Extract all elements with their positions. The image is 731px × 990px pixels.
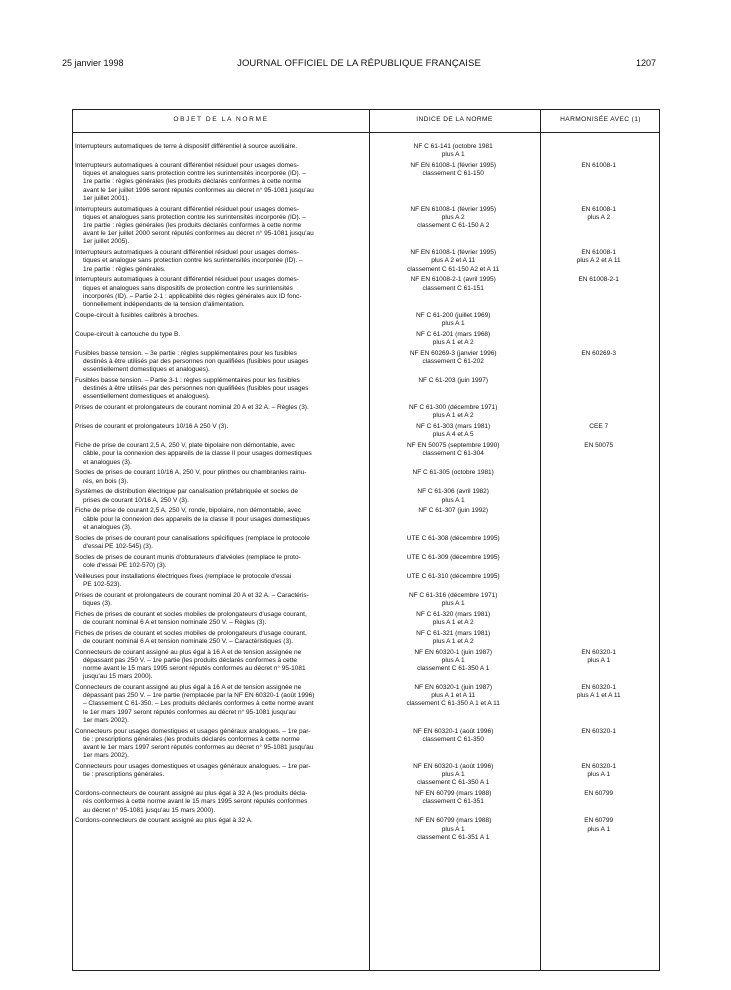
harmonisee-line: plus A 1 (587, 656, 611, 664)
table-row (73, 573, 659, 589)
indice-line: NF C 61-203 (juin 1997) (418, 377, 489, 385)
objet-line: 1er mars 2002). (83, 752, 129, 760)
indice-line: plus A 4 et A 5 (432, 431, 474, 439)
objet-line: Fusibles basse tension. – Partie 3-1 : règles supplémentaires pour les fusibles (75, 377, 300, 385)
objet-line: tie : prescriptions générales (les produits déclarés conformes à cette norme (83, 735, 300, 743)
indice-line: plus A 1 (441, 496, 465, 504)
table-row (73, 611, 659, 627)
objet-line: Socles de prises de courant 10/16 A, 250 V, pour plinthes ou chambranles rainu- (75, 469, 307, 477)
header-journal-title: JOURNAL OFFICIEL DE LA RÉPUBLIQUE FRANÇAISE (237, 58, 481, 69)
objet-line: 1er juillet 2005). (83, 238, 130, 246)
harmonisee-line: EN 61008-2-1 (578, 276, 619, 284)
objet-line: Fusibles basse tension. – 3e partie : règles supplémentaires pour les fusibles (75, 349, 297, 357)
cell-harmonisee (538, 276, 659, 309)
indice-line: NF EN 60799 (mars 1988) (415, 817, 492, 825)
harmonisee-line: EN 60320-1 (581, 648, 617, 656)
table-row (73, 377, 659, 402)
cell-indice (368, 162, 538, 203)
indice-line: NF C 61-307 (juin 1992) (418, 507, 489, 515)
objet-line: dépassant pas 250 V. – 1re partie (les produits déclarés conformes à cette (83, 656, 298, 664)
cell-objet (73, 312, 368, 328)
cell-objet (73, 404, 368, 420)
cell-objet (73, 162, 368, 203)
objet-line: dépassant pas 250 V. – 1re partie (remplacée par la NF EN 60320-1 (août 1996) (83, 692, 315, 700)
objet-line: Socles de prises de courant pour canalisations spécifiques (remplace le protocole (75, 534, 310, 542)
cell-harmonisee (538, 249, 659, 274)
cell-harmonisee (538, 611, 659, 627)
cell-harmonisee (538, 592, 659, 608)
objet-line: cole d'essai PE 102-570) (3). (83, 561, 167, 569)
indice-line: plus A 1 (441, 599, 465, 607)
indice-line: classement C 61-351 (422, 798, 484, 806)
harmonisee-line: plus A 1 (587, 771, 611, 779)
objet-line: Fiches de prises de courant et socles mobiles de prolongateurs d'usage courant, (75, 610, 307, 618)
indice-line: classement C 61-150 (422, 170, 484, 178)
objet-line: norme avant le 15 mars 1995 seront réputés conformes au décret n° 95-1081 (83, 665, 306, 673)
objet-line: au décret n° 95-1081 jusqu'au 15 mars 2000). (83, 806, 216, 814)
cell-harmonisee (538, 469, 659, 485)
cell-objet (73, 649, 368, 682)
cell-harmonisee (538, 554, 659, 570)
indice-line: UTE C 61-308 (décembre 1995) (406, 534, 500, 542)
cell-harmonisee (538, 488, 659, 504)
objet-line: Cordons-connecteurs de courant assigné au plus égal à 32 A. (75, 817, 253, 825)
objet-line: Prises de courant et prolongateurs de courant nominal 20 A et 32 A. – Règles (3). (75, 404, 309, 412)
cell-objet (73, 817, 368, 842)
indice-line: NF EN 61008-1 (février 1995) (410, 249, 496, 257)
objet-line: Socles de prises de courant munis d'obturateurs d'alvéoles (remplace le proto- (75, 553, 301, 561)
objet-line: le 1er mars 1997 seront réputés conformes au décret n° 95-1081 jusqu'au (83, 708, 296, 716)
harmonisee-line: plus A 2 (587, 213, 611, 221)
cell-indice (368, 423, 538, 439)
objet-line: tionnellement indépendants de la tension d'alimentation. (83, 301, 245, 309)
cell-indice (368, 684, 538, 725)
cell-objet (73, 276, 368, 309)
objet-line: Coupe-circuit à cartouche du type B. (75, 330, 181, 338)
cell-objet (73, 206, 368, 247)
objet-line: Fiche de prise de courant 2,5 A, 250 V, plate bipolaire non démontable, avec (75, 442, 295, 450)
harmonisee-line: EN 60320-1 (581, 684, 617, 692)
table-row (73, 404, 659, 420)
indice-line: classement C 61-304 (422, 450, 484, 458)
objet-line: tiques et analogues sans dispositifs de protection contre les surintensités (83, 284, 293, 292)
column-header-objet: OBJET DE LA NORME (173, 116, 269, 123)
objet-line: tiques (3). (83, 599, 112, 607)
indice-line: plus A 1 (441, 825, 465, 833)
indice-line: plus A 2 et A 11 (431, 257, 476, 265)
cell-harmonisee (538, 763, 659, 788)
cell-objet (73, 350, 368, 375)
cell-indice (368, 611, 538, 627)
cell-harmonisee (538, 507, 659, 532)
cell-indice (368, 630, 538, 646)
table-row (73, 763, 659, 788)
objet-line: Cordons-connecteurs de courant assigné au plus égal à 32 A (les produits décla- (75, 790, 308, 798)
table-row (73, 312, 659, 328)
cell-indice (368, 573, 538, 589)
indice-line: classement C 61-151 (422, 284, 484, 292)
indice-line: NF C 61-303 (mars 1981) (416, 423, 491, 431)
indice-line: plus A 1 (441, 151, 465, 159)
indice-line: UTE C 61-309 (décembre 1995) (406, 553, 500, 561)
objet-line: 1er juillet 2001). (83, 194, 130, 202)
indice-line: NF C 61-141 (octobre 1981 (413, 143, 493, 150)
objet-line: prises de courant 10/16 A, 250 V (3). (83, 496, 189, 504)
indice-line: NF C 61-321 (mars 1981) (416, 629, 491, 637)
objet-line: incorporés (ID). – Partie 2-1 : applicabilité des règles générales aux ID fonc- (83, 292, 302, 300)
table-row (73, 442, 659, 467)
objet-line: Veilleuses pour installations électriques fixes (remplace le protocole d'essai (75, 572, 292, 580)
objet-line: destinés à être utilisés par des personnes non qualifiées (fusibles pour usages (83, 385, 309, 393)
table-header (73, 110, 659, 133)
column-header-harmonisee: HARMONISÉE AVEC (1) (560, 116, 641, 123)
cell-harmonisee (538, 442, 659, 467)
harmonisee-line: EN 61008-1 (581, 205, 617, 213)
cell-objet (73, 249, 368, 274)
table-row (73, 276, 659, 309)
indice-line: NF EN 60320-1 (août 1996) (413, 727, 494, 735)
cell-indice (368, 377, 538, 402)
harmonisee-line: plus A 1 (587, 825, 611, 833)
objet-line: Connecteurs pour usages domestiques et usages généraux analogues. – 1re par- (75, 727, 311, 735)
cell-harmonisee (538, 535, 659, 551)
indice-line: NF C 61-201 (mars 1968) (416, 330, 491, 338)
cell-indice (368, 728, 538, 761)
cell-harmonisee (538, 790, 659, 815)
indice-line: NF C 61-320 (mars 1981) (416, 610, 491, 618)
indice-line: plus A 2 (441, 213, 465, 221)
cell-indice (368, 331, 538, 347)
indice-line: NF EN 61008-1 (février 1995) (410, 205, 496, 213)
table-row (73, 684, 659, 725)
table-row (73, 331, 659, 347)
indice-line: plus A 1 et A 2 (432, 618, 474, 626)
objet-line: tiques et analogue sans protection contre les surintensités incorporée (ID). – (83, 257, 303, 265)
cell-harmonisee (538, 423, 659, 439)
cell-objet (73, 488, 368, 504)
cell-indice (368, 507, 538, 532)
objet-line: Fiches de prises de courant et socles mobiles de prolongateurs d'usage courant, (75, 629, 307, 637)
indice-line: plus A 1 (441, 656, 465, 664)
harmonisee-line: EN 61008-1 (581, 249, 617, 257)
cell-harmonisee (538, 331, 659, 347)
cell-indice (368, 790, 538, 815)
cell-harmonisee (538, 728, 659, 761)
table-row (73, 817, 659, 842)
cell-objet (73, 630, 368, 646)
cell-objet (73, 423, 368, 439)
indice-line: NF C 61-316 (décembre 1971) (408, 591, 498, 599)
cell-harmonisee (538, 573, 659, 589)
cell-objet (73, 592, 368, 608)
header-date: 25 janvier 1998 (62, 58, 124, 68)
objet-line: – Classement C 61-350. – Les produits déclarés conformes à cette norme avant (83, 700, 314, 708)
cell-objet (73, 469, 368, 485)
objet-line: tiques et analogues sans protection contre les surintensités incorporée (ID). – (83, 213, 306, 221)
cell-objet (73, 684, 368, 725)
table-row (73, 423, 659, 439)
cell-objet (73, 790, 368, 815)
indice-line: classement C 61-350 (422, 735, 484, 743)
cell-harmonisee (538, 684, 659, 725)
objet-line: 1re partie : règles générales (les produits déclarés conformes à cette norme (83, 178, 302, 186)
cell-indice (368, 554, 538, 570)
indice-line: plus A 1 et A 2 (432, 637, 474, 645)
indice-line: classement C 61-150 A 2 (417, 222, 490, 230)
objet-line: rés conformes à cette norme avant le 15 mars 1995 seront réputés conformes (83, 798, 308, 806)
objet-line: 1re partie : règles générales. (83, 265, 166, 273)
indice-line: NF EN 61008-1 (février 1995) (410, 162, 496, 169)
indice-line: NF C 61-305 (octobre 1981) (412, 469, 494, 477)
objet-line: tie : prescriptions générales. (83, 771, 165, 779)
cell-indice (368, 206, 538, 247)
indice-line: NF EN 60320-1 (juin 1987) (414, 684, 493, 692)
header-page-number: 1207 (635, 58, 656, 68)
objet-line: d'essai PE 102-545) (3). (83, 542, 153, 550)
cell-objet (73, 143, 368, 159)
objet-line: avant le 1er juillet 1996 seront réputés conformes au décret n° 95-1081 jusqu'au (83, 186, 314, 194)
objet-line: PE 102-523). (83, 580, 122, 588)
objet-line: Prises de courant et prolongateurs de courant nominal 20 A et 32 A. – Caractéris- (75, 591, 309, 599)
harmonisee-line: CEE 7 (589, 423, 609, 431)
objet-line: Prises de courant et prolongateurs 10/16 A 250 V (3). (75, 423, 229, 431)
objet-line: essentiellement domestiques et analogues). (83, 366, 210, 374)
cell-indice (368, 649, 538, 682)
cell-harmonisee (538, 630, 659, 646)
column-header-indice: INDICE DE LA NORME (416, 116, 493, 123)
table-row (73, 162, 659, 203)
indice-line: NF EN 61008-2-1 (avril 1995) (410, 276, 496, 284)
objet-line: jusqu'au 15 mars 2000). (83, 673, 153, 681)
table-row (73, 488, 659, 504)
cell-harmonisee (538, 649, 659, 682)
cell-harmonisee (538, 377, 659, 402)
objet-line: Connecteurs de courant assigné au plus égal à 16 A et de tension assignée ne (75, 684, 302, 692)
table-row (73, 249, 659, 274)
indice-line: plus A 1 et A 2 (432, 339, 474, 347)
harmonisee-line: EN 60799 (584, 817, 614, 825)
standards-table (72, 109, 660, 971)
table-body (73, 143, 659, 845)
objet-line: tiques et analogues sans protection contre les surintensités incorporée (ID). – (83, 170, 306, 178)
cell-indice (368, 249, 538, 274)
table-row (73, 728, 659, 761)
cell-indice (368, 404, 538, 420)
table-row (73, 507, 659, 532)
cell-indice (368, 817, 538, 842)
objet-line: et analogues (3). (83, 523, 132, 531)
objet-line: avant le 1er mars 1997 seront réputés conformes au décret n° 95-1081 jusqu'au (83, 744, 314, 752)
cell-indice (368, 143, 538, 159)
cell-indice (368, 535, 538, 551)
objet-line: de courant nominal 6 A et tension nominale 250 V. – Caractéristiques (3). (83, 637, 294, 645)
cell-harmonisee (538, 312, 659, 328)
table-row (73, 790, 659, 815)
table-row (73, 649, 659, 682)
objet-line: Interrupteurs automatiques à courant différentiel résiduel pour usages domes- (75, 276, 299, 284)
table-row (73, 143, 659, 159)
indice-line: UTE C 61-310 (décembre 1995) (406, 572, 500, 580)
indice-line: classement C 61-350 A 1 (417, 665, 490, 673)
objet-line: 1re partie : règles générales (les produits déclarés conformes à cette norme (83, 222, 302, 230)
indice-line: NF EN 60799 (mars 1988) (415, 790, 492, 798)
indice-line: plus A 1 et A 11 (431, 692, 476, 700)
table-row (73, 554, 659, 570)
cell-objet (73, 377, 368, 402)
table-row (73, 469, 659, 485)
objet-line: Connecteurs pour usages domestiques et usages généraux analogues. – 1re par- (75, 763, 311, 771)
cell-harmonisee (538, 404, 659, 420)
indice-line: classement C 61-351 A 1 (417, 833, 490, 841)
cell-harmonisee (538, 143, 659, 159)
cell-objet (73, 728, 368, 761)
cell-harmonisee (538, 350, 659, 375)
indice-line: classement C 61-350 A 1 et A 11 (406, 700, 500, 708)
cell-objet (73, 535, 368, 551)
objet-line: Interrupteurs automatiques à courant différentiel résiduel pour usages domes- (75, 162, 299, 169)
objet-line: essentiellement domestiques et analogues). (83, 393, 210, 401)
indice-line: NF C 61-200 (juillet 1969) (415, 311, 491, 319)
objet-line: destinés à être utilisés par des personnes non qualifiées (fusibles pour usages (83, 358, 309, 366)
objet-line: Coupe-circuit à fusibles calibrés à broches. (75, 311, 199, 319)
objet-line: Interrupteurs automatiques de terre à dispositif différentiel à source auxiliaire. (75, 143, 298, 150)
harmonisee-line: EN 60320-1 (581, 727, 617, 735)
cell-harmonisee (538, 817, 659, 842)
objet-line: rés, en bois (3). (83, 477, 129, 485)
table-row (73, 592, 659, 608)
objet-line: câble pour la connexion des appareils de la classe II pour usages domestiques (83, 515, 310, 523)
harmonisee-line: EN 60799 (584, 790, 614, 798)
objet-line: Interrupteurs automatiques à courant différentiel résiduel pour usages domes- (75, 249, 299, 257)
cell-indice (368, 276, 538, 309)
cell-indice (368, 763, 538, 788)
indice-line: NF C 61-300 (décembre 1971) (408, 404, 498, 412)
objet-line: de courant nominal 6 A et tension nominale 250 V. – Règles (3). (83, 618, 267, 626)
indice-line: classement C 61-150 A2 et A 11 (407, 265, 500, 273)
harmonisee-line: EN 60269-3 (581, 349, 617, 357)
table-row (73, 206, 659, 247)
cell-objet (73, 554, 368, 570)
cell-objet (73, 331, 368, 347)
objet-line: Connecteurs de courant assigné au plus égal à 16 A et de tension assignée ne (75, 648, 302, 656)
cell-indice (368, 312, 538, 328)
objet-line: câble, pour la connexion des appareils de la classe II pour usages domestiques (83, 450, 312, 458)
indice-line: NF EN 60269-3 (janvier 1996) (409, 349, 497, 357)
cell-objet (73, 573, 368, 589)
indice-line: classement C 61-350 A 1 (417, 779, 490, 787)
cell-objet (73, 507, 368, 532)
objet-line: Interrupteurs automatiques à courant différentiel résiduel pour usages domes- (75, 205, 299, 213)
indice-line: NF EN 60320-1 (juin 1987) (414, 648, 493, 656)
cell-indice (368, 488, 538, 504)
objet-line: 1er mars 2002). (83, 716, 129, 724)
cell-harmonisee (538, 206, 659, 247)
table-row (73, 535, 659, 551)
harmonisee-line: EN 60320-1 (581, 763, 617, 771)
indice-line: NF EN 50075 (septembre 1990) (406, 442, 500, 450)
indice-line: plus A 1 et A 2 (432, 412, 474, 420)
cell-harmonisee (538, 162, 659, 203)
indice-line: plus A 1 (441, 320, 465, 328)
cell-objet (73, 442, 368, 467)
objet-line: Fiche de prise de courant 2,5 A, 250 V, ronde, bipolaire, non démontable, avec (75, 507, 301, 515)
cell-indice (368, 469, 538, 485)
indice-line: classement C 61-202 (422, 358, 484, 366)
cell-indice (368, 442, 538, 467)
cell-objet (73, 763, 368, 788)
cell-indice (368, 592, 538, 608)
objet-line: avant le 1er juillet 2000 seront réputés conformes au décret n° 95-1081 jusqu'au (83, 230, 314, 238)
objet-line: et analogues (3). (83, 458, 132, 466)
objet-line: Systèmes de distribution électrique par canalisation préfabriquée et socles de (75, 488, 298, 496)
harmonisee-line: plus A 1 et A 11 (576, 692, 621, 700)
table-row (73, 630, 659, 646)
indice-line: plus A 1 (441, 771, 465, 779)
harmonisee-line: EN 61008-1 (581, 162, 617, 169)
page-header (62, 58, 656, 72)
cell-objet (73, 611, 368, 627)
harmonisee-line: EN 50075 (584, 442, 614, 450)
indice-line: NF C 61-306 (avril 1982) (417, 488, 489, 496)
harmonisee-line: plus A 2 et A 11 (576, 257, 621, 265)
table-row (73, 350, 659, 375)
indice-line: NF EN 60320-1 (août 1996) (413, 763, 494, 771)
cell-indice (368, 350, 538, 375)
